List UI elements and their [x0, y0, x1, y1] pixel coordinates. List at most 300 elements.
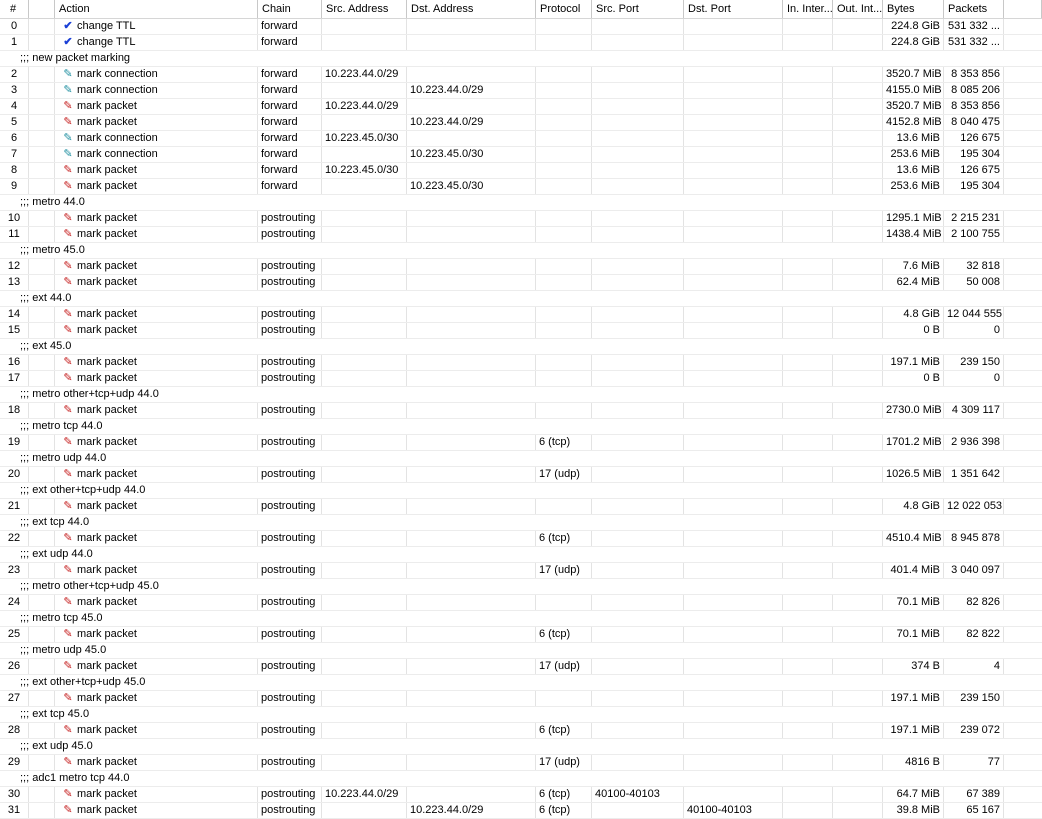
rule-number: 22 [0, 531, 29, 546]
row-filler [1004, 147, 1042, 162]
rule-src-port [592, 371, 684, 386]
rule-row[interactable] [0, 499, 1042, 515]
red-pencil-icon: ✎ [63, 468, 73, 480]
rule-src-port [592, 19, 684, 34]
rule-dst-address [407, 355, 536, 370]
rule-dst-port: 40100-40103 [684, 803, 783, 818]
rule-number: 19 [0, 435, 29, 450]
row-spacer [29, 99, 55, 114]
rule-dst-address [407, 627, 536, 642]
rule-out-interface [833, 499, 883, 514]
rule-chain: postrouting [258, 803, 322, 818]
column-header-packets[interactable]: Packets [944, 0, 1004, 18]
rule-row[interactable] [0, 211, 1042, 227]
rule-action-label: mark packet [77, 804, 137, 816]
rule-row[interactable] [0, 227, 1042, 243]
row-spacer [29, 323, 55, 338]
rule-action [55, 163, 258, 178]
column-header-dst-port[interactable]: Dst. Port [684, 0, 783, 18]
comment-row[interactable] [0, 515, 1042, 531]
rule-src-port [592, 35, 684, 50]
rule-protocol [536, 67, 592, 82]
rule-dst-port [684, 723, 783, 738]
rule-chain: postrouting [258, 259, 322, 274]
rule-protocol: 17 (udp) [536, 755, 592, 770]
rule-src-address [322, 723, 407, 738]
rule-out-interface [833, 595, 883, 610]
rule-dst-address [407, 131, 536, 146]
row-spacer [29, 19, 55, 34]
comment-row[interactable] [0, 771, 1042, 787]
rule-src-address [322, 803, 407, 818]
row-filler [1004, 627, 1042, 642]
rule-action-label: mark packet [77, 324, 137, 336]
rule-row[interactable] [0, 755, 1042, 771]
rule-chain: postrouting [258, 691, 322, 706]
rule-dst-port [684, 355, 783, 370]
rule-out-interface [833, 563, 883, 578]
rule-in-interface [783, 627, 833, 642]
comment-row[interactable] [0, 291, 1042, 307]
rule-row[interactable] [0, 147, 1042, 163]
row-spacer [29, 659, 55, 674]
column-header-src-port[interactable]: Src. Port [592, 0, 684, 18]
row-spacer [29, 355, 55, 370]
comment-row[interactable] [0, 51, 1042, 67]
rule-src-address [322, 211, 407, 226]
row-spacer [29, 227, 55, 242]
row-filler [1004, 435, 1042, 450]
rule-in-interface [783, 275, 833, 290]
rule-src-address [322, 307, 407, 322]
rule-chain: forward [258, 83, 322, 98]
red-pencil-icon: ✎ [63, 596, 73, 608]
rule-number: 16 [0, 355, 29, 370]
rule-src-port [592, 627, 684, 642]
rule-comment: ;;; metro other+tcp+udp 45.0 [20, 580, 159, 592]
rule-protocol [536, 307, 592, 322]
column-header-bytes[interactable]: Bytes [883, 0, 944, 18]
rule-dst-port [684, 211, 783, 226]
rule-protocol [536, 163, 592, 178]
rule-in-interface [783, 227, 833, 242]
rule-src-address [322, 355, 407, 370]
rule-action [55, 259, 258, 274]
rule-dst-address [407, 755, 536, 770]
rule-in-interface [783, 323, 833, 338]
rule-dst-port [684, 19, 783, 34]
rule-action [55, 723, 258, 738]
rule-src-address [322, 35, 407, 50]
rule-src-port: 40100-40103 [592, 787, 684, 802]
rule-row[interactable] [0, 179, 1042, 195]
rule-in-interface [783, 755, 833, 770]
rule-row[interactable] [0, 307, 1042, 323]
rule-src-port [592, 99, 684, 114]
rule-out-interface [833, 131, 883, 146]
rule-action [55, 755, 258, 770]
comment-row[interactable] [0, 195, 1042, 211]
rule-dst-address [407, 563, 536, 578]
comment-row[interactable] [0, 339, 1042, 355]
row-filler [1004, 403, 1042, 418]
comment-row[interactable] [0, 739, 1042, 755]
rule-in-interface [783, 131, 833, 146]
rule-src-port [592, 723, 684, 738]
rule-action-label: change TTL [77, 36, 136, 48]
rule-bytes: 253.6 MiB [883, 147, 944, 162]
rule-comment: ;;; ext tcp 44.0 [20, 516, 90, 528]
rule-packets: 126 675 [944, 163, 1004, 178]
rule-action-label: mark packet [77, 564, 137, 576]
rule-src-address [322, 563, 407, 578]
rule-row[interactable] [0, 323, 1042, 339]
rule-dst-address [407, 499, 536, 514]
red-pencil-icon: ✎ [63, 308, 73, 320]
column-header-chain[interactable]: Chain [258, 0, 322, 18]
rule-in-interface [783, 35, 833, 50]
rule-row[interactable] [0, 67, 1042, 83]
rule-out-interface [833, 723, 883, 738]
rule-row[interactable] [0, 531, 1042, 547]
rule-dst-address: 10.223.45.0/30 [407, 179, 536, 194]
row-filler [1004, 211, 1042, 226]
rule-dst-address: 10.223.45.0/30 [407, 147, 536, 162]
rule-number: 13 [0, 275, 29, 290]
rule-dst-port [684, 179, 783, 194]
rule-src-address [322, 227, 407, 242]
rule-src-address [322, 691, 407, 706]
rule-row[interactable] [0, 803, 1042, 819]
rule-dst-address [407, 435, 536, 450]
teal-pencil-icon: ✎ [63, 68, 73, 80]
row-filler [1004, 531, 1042, 546]
row-spacer [29, 275, 55, 290]
rule-row[interactable] [0, 595, 1042, 611]
rule-out-interface [833, 115, 883, 130]
row-spacer [29, 83, 55, 98]
rule-packets: 82 826 [944, 595, 1004, 610]
rule-chain: postrouting [258, 755, 322, 770]
rule-in-interface [783, 723, 833, 738]
rule-bytes: 4816 B [883, 755, 944, 770]
rule-bytes: 3520.7 MiB [883, 67, 944, 82]
rule-dst-address [407, 403, 536, 418]
rule-action-label: mark packet [77, 596, 137, 608]
table-body [0, 19, 1042, 819]
comment-row[interactable] [0, 243, 1042, 259]
rule-dst-port [684, 531, 783, 546]
rule-chain: postrouting [258, 323, 322, 338]
rule-packets: 0 [944, 323, 1004, 338]
rule-row[interactable] [0, 467, 1042, 483]
rule-dst-address [407, 595, 536, 610]
rule-dst-port [684, 563, 783, 578]
rule-action-label: mark connection [77, 68, 158, 80]
rule-src-port [592, 659, 684, 674]
rule-number: 27 [0, 691, 29, 706]
row-filler [1004, 371, 1042, 386]
rule-src-port [592, 275, 684, 290]
rule-in-interface [783, 115, 833, 130]
red-pencil-icon: ✎ [63, 276, 73, 288]
rule-dst-port [684, 755, 783, 770]
row-filler [1004, 323, 1042, 338]
rule-src-port [592, 163, 684, 178]
rule-action-label: mark packet [77, 500, 137, 512]
rule-number: 0 [0, 19, 29, 34]
rule-row[interactable] [0, 131, 1042, 147]
rule-number: 4 [0, 99, 29, 114]
rule-out-interface [833, 323, 883, 338]
rule-src-address: 10.223.45.0/30 [322, 131, 407, 146]
rule-number: 31 [0, 803, 29, 818]
rule-bytes: 4510.4 MiB [883, 531, 944, 546]
rule-number: 15 [0, 323, 29, 338]
rule-dst-address [407, 467, 536, 482]
column-header-action[interactable]: Action [55, 0, 258, 18]
rule-action [55, 627, 258, 642]
rule-row[interactable] [0, 163, 1042, 179]
rule-bytes: 2730.0 MiB [883, 403, 944, 418]
rule-protocol: 17 (udp) [536, 659, 592, 674]
rule-chain: postrouting [258, 403, 322, 418]
rule-src-port [592, 467, 684, 482]
row-filler [1004, 163, 1042, 178]
rule-dst-port [684, 787, 783, 802]
rule-action-label: mark connection [77, 132, 158, 144]
teal-pencil-icon: ✎ [63, 84, 73, 96]
rule-src-address [322, 435, 407, 450]
rule-dst-port [684, 627, 783, 642]
rule-in-interface [783, 531, 833, 546]
rule-number: 1 [0, 35, 29, 50]
rule-out-interface [833, 755, 883, 770]
rule-row[interactable] [0, 659, 1042, 675]
rule-chain: forward [258, 67, 322, 82]
rule-action [55, 131, 258, 146]
rule-chain: postrouting [258, 467, 322, 482]
rule-action-label: mark packet [77, 228, 137, 240]
rule-src-port [592, 595, 684, 610]
rule-in-interface [783, 307, 833, 322]
rule-chain: forward [258, 19, 322, 34]
rule-row[interactable] [0, 723, 1042, 739]
rule-comment: ;;; metro udp 44.0 [20, 452, 107, 464]
row-filler [1004, 595, 1042, 610]
rule-dst-address [407, 275, 536, 290]
rule-out-interface [833, 467, 883, 482]
rule-action [55, 99, 258, 114]
rule-number: 6 [0, 131, 29, 146]
comment-row[interactable] [0, 387, 1042, 403]
rule-row[interactable] [0, 259, 1042, 275]
rule-row[interactable] [0, 99, 1042, 115]
rule-src-port [592, 211, 684, 226]
rule-dst-port [684, 275, 783, 290]
rule-src-address [322, 83, 407, 98]
rule-in-interface [783, 179, 833, 194]
checkmark-icon: ✔ [63, 20, 73, 32]
rule-src-address [322, 755, 407, 770]
rule-action [55, 531, 258, 546]
rule-src-port [592, 115, 684, 130]
comment-row[interactable] [0, 643, 1042, 659]
rule-row[interactable] [0, 115, 1042, 131]
rule-in-interface [783, 355, 833, 370]
rule-dst-address [407, 371, 536, 386]
column-header-filler [1004, 0, 1042, 18]
rule-number: 25 [0, 627, 29, 642]
rule-in-interface [783, 563, 833, 578]
rule-out-interface [833, 403, 883, 418]
red-pencil-icon: ✎ [63, 788, 73, 800]
rule-packets: 2 100 755 [944, 227, 1004, 242]
rule-chain: postrouting [258, 563, 322, 578]
rule-packets: 32 818 [944, 259, 1004, 274]
rule-src-address: 10.223.44.0/29 [322, 99, 407, 114]
rule-chain: postrouting [258, 227, 322, 242]
rule-src-port [592, 147, 684, 162]
row-filler [1004, 787, 1042, 802]
rule-src-address [322, 323, 407, 338]
rule-action [55, 691, 258, 706]
rule-out-interface [833, 627, 883, 642]
comment-row[interactable] [0, 675, 1042, 691]
rule-row[interactable] [0, 355, 1042, 371]
rule-protocol [536, 19, 592, 34]
rule-out-interface [833, 659, 883, 674]
rule-dst-address [407, 67, 536, 82]
row-filler [1004, 67, 1042, 82]
rule-src-port [592, 403, 684, 418]
rule-packets: 239 150 [944, 355, 1004, 370]
rule-src-port [592, 435, 684, 450]
comment-row[interactable] [0, 579, 1042, 595]
rule-row[interactable] [0, 83, 1042, 99]
rule-row[interactable] [0, 563, 1042, 579]
row-spacer [29, 179, 55, 194]
rule-dst-port [684, 467, 783, 482]
rule-number: 12 [0, 259, 29, 274]
rule-packets: 4 [944, 659, 1004, 674]
rule-packets: 82 822 [944, 627, 1004, 642]
column-header-number[interactable]: # [0, 0, 29, 18]
rule-number: 29 [0, 755, 29, 770]
rule-dst-address [407, 723, 536, 738]
rule-row[interactable] [0, 627, 1042, 643]
rule-src-address [322, 499, 407, 514]
rule-row[interactable] [0, 787, 1042, 803]
rule-dst-address [407, 163, 536, 178]
rule-packets: 65 167 [944, 803, 1004, 818]
rule-dst-port [684, 163, 783, 178]
rule-number: 24 [0, 595, 29, 610]
column-header-in-interface[interactable]: In. Inter... [783, 0, 833, 18]
rule-action [55, 323, 258, 338]
row-filler [1004, 19, 1042, 34]
rule-out-interface [833, 307, 883, 322]
red-pencil-icon: ✎ [63, 228, 73, 240]
comment-row[interactable] [0, 707, 1042, 723]
rule-dst-address: 10.223.44.0/29 [407, 83, 536, 98]
rule-in-interface [783, 659, 833, 674]
rule-in-interface [783, 147, 833, 162]
rule-chain: postrouting [258, 627, 322, 642]
rule-src-address [322, 531, 407, 546]
rule-in-interface [783, 403, 833, 418]
comment-row[interactable] [0, 611, 1042, 627]
comment-row[interactable] [0, 547, 1042, 563]
rule-chain: forward [258, 99, 322, 114]
rule-action-label: mark packet [77, 532, 137, 544]
comment-row[interactable] [0, 451, 1042, 467]
rule-number: 20 [0, 467, 29, 482]
rule-bytes: 1438.4 MiB [883, 227, 944, 242]
rule-row[interactable] [0, 435, 1042, 451]
comment-row[interactable] [0, 419, 1042, 435]
rule-in-interface [783, 19, 833, 34]
rule-action-label: mark packet [77, 116, 137, 128]
rule-row[interactable] [0, 275, 1042, 291]
rule-bytes: 0 B [883, 371, 944, 386]
rule-packets: 126 675 [944, 131, 1004, 146]
rule-bytes: 3520.7 MiB [883, 99, 944, 114]
rule-out-interface [833, 275, 883, 290]
comment-row[interactable] [0, 483, 1042, 499]
rule-packets: 531 332 ... [944, 35, 1004, 50]
column-header-out-interface[interactable]: Out. Int... [833, 0, 883, 18]
rule-src-port [592, 259, 684, 274]
rule-packets: 8 040 475 [944, 115, 1004, 130]
rule-row[interactable] [0, 19, 1042, 35]
column-header-protocol[interactable]: Protocol [536, 0, 592, 18]
rule-action-label: mark packet [77, 260, 137, 272]
red-pencil-icon: ✎ [63, 660, 73, 672]
rule-row[interactable] [0, 403, 1042, 419]
rule-chain: forward [258, 163, 322, 178]
rule-src-address: 10.223.45.0/30 [322, 163, 407, 178]
rule-packets: 8 353 856 [944, 99, 1004, 114]
rule-action-label: mark packet [77, 164, 137, 176]
rule-out-interface [833, 691, 883, 706]
column-header-src-address[interactable]: Src. Address [322, 0, 407, 18]
rule-protocol [536, 371, 592, 386]
rule-action-label: mark packet [77, 180, 137, 192]
rule-number: 30 [0, 787, 29, 802]
rule-bytes: 1295.1 MiB [883, 211, 944, 226]
rule-row[interactable] [0, 691, 1042, 707]
rule-comment: ;;; ext 45.0 [20, 340, 72, 352]
rule-out-interface [833, 99, 883, 114]
rule-row[interactable] [0, 35, 1042, 51]
rule-dst-port [684, 323, 783, 338]
rule-src-address [322, 595, 407, 610]
rule-row[interactable] [0, 371, 1042, 387]
rule-bytes: 4155.0 MiB [883, 83, 944, 98]
row-spacer [29, 35, 55, 50]
rule-packets: 8 085 206 [944, 83, 1004, 98]
rule-action [55, 803, 258, 818]
rule-src-port [592, 67, 684, 82]
column-header-dst-address[interactable]: Dst. Address [407, 0, 536, 18]
rule-in-interface [783, 99, 833, 114]
rule-out-interface [833, 147, 883, 162]
rule-comment: ;;; new packet marking [20, 52, 131, 64]
rule-src-address [322, 467, 407, 482]
rule-protocol [536, 83, 592, 98]
rule-src-address [322, 115, 407, 130]
